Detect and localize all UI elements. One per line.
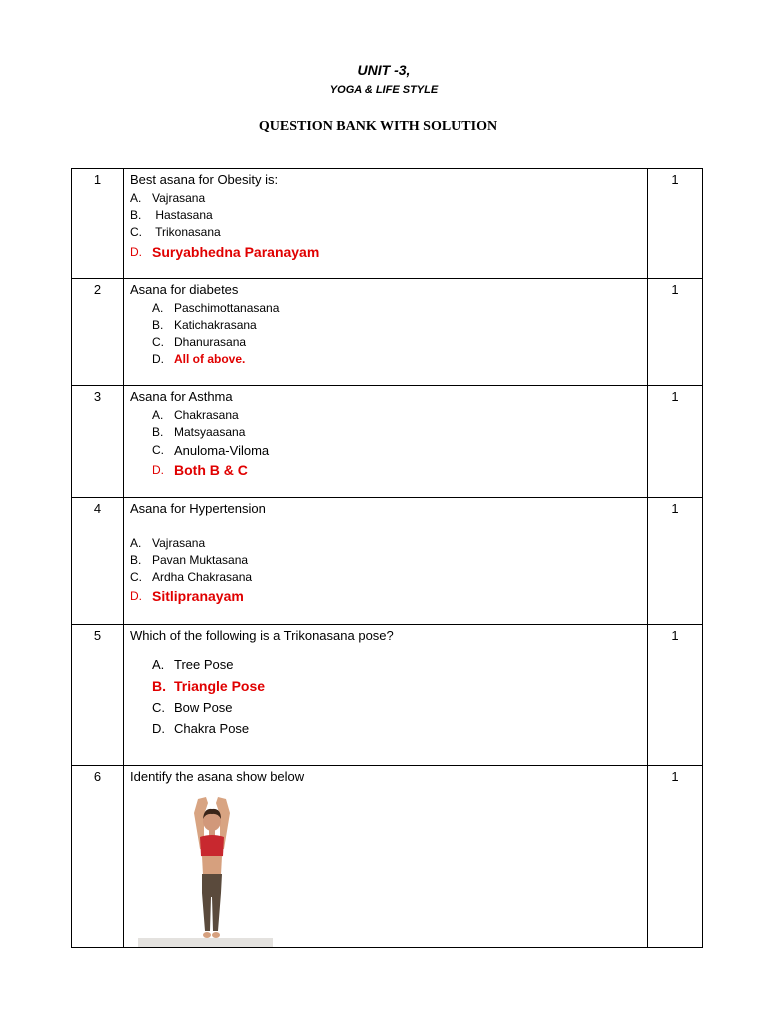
marks-cell: 1 xyxy=(648,386,703,498)
option-b: B. Katichakrasana xyxy=(152,318,257,332)
marks-cell: 1 xyxy=(648,498,703,625)
option-a: A. Vajrasana xyxy=(130,191,206,205)
question-number: 6 xyxy=(72,766,124,948)
question-row xyxy=(72,169,703,279)
option-d-answer: D. Sitlipranayam xyxy=(130,588,244,604)
options-list xyxy=(130,654,647,739)
question-text: Identify the asana show below xyxy=(130,769,305,784)
option-a: A. Tree Pose xyxy=(152,657,234,672)
option-c: C. Trikonasana xyxy=(130,225,221,239)
question-cell xyxy=(124,169,648,279)
subject-title: YOGA & LIFE STYLE xyxy=(329,84,439,96)
option-b: B. Hastasana xyxy=(130,208,213,222)
question-row xyxy=(72,386,703,498)
options-list xyxy=(130,300,647,368)
question-cell xyxy=(124,386,648,498)
option-d-answer: D. Both B & C xyxy=(152,462,248,478)
question-number: 3 xyxy=(72,386,124,498)
question-row xyxy=(72,766,703,948)
question-row xyxy=(72,625,703,766)
option-d-answer: D. All of above. xyxy=(152,352,246,366)
option-c: C. Bow Pose xyxy=(152,700,233,715)
question-cell xyxy=(124,498,648,625)
unit-title: UNIT -3, xyxy=(357,62,411,78)
option-a: A. Vajrasana xyxy=(130,536,206,550)
options-list xyxy=(130,407,647,480)
question-cell xyxy=(124,766,648,948)
option-d-answer: D. Suryabhedna Paranayam xyxy=(130,244,320,260)
question-text: Asana for Asthma xyxy=(130,389,233,404)
marks-cell: 1 xyxy=(648,169,703,279)
option-c: C. Ardha Chakrasana xyxy=(130,570,253,584)
question-text: Which of the following is a Trikonasana pose? xyxy=(130,628,394,643)
option-a: A. Paschimottanasana xyxy=(152,301,280,315)
options-list xyxy=(130,535,647,606)
question-number: 5 xyxy=(72,625,124,766)
asana-pose-image xyxy=(138,793,288,947)
question-table xyxy=(71,168,703,948)
question-text: Best asana for Obesity is: xyxy=(130,172,279,187)
question-number: 2 xyxy=(72,279,124,386)
question-number: 1 xyxy=(72,169,124,279)
question-row xyxy=(72,279,703,386)
question-number: 4 xyxy=(72,498,124,625)
marks-cell: 1 xyxy=(648,279,703,386)
option-b-answer: B. Triangle Pose xyxy=(152,678,266,694)
options-list xyxy=(130,190,647,262)
option-c: C. Dhanurasana xyxy=(152,335,247,349)
option-a: A. Chakrasana xyxy=(152,408,239,422)
option-b: B. Pavan Muktasana xyxy=(130,553,249,567)
question-text: Asana for Hypertension xyxy=(130,501,266,516)
question-bank-heading: QUESTION BANK WITH SOLUTION xyxy=(258,119,498,134)
standing-pose-figure xyxy=(138,793,288,947)
marks-cell: 1 xyxy=(648,625,703,766)
marks-cell: 1 xyxy=(648,766,703,948)
question-cell xyxy=(124,279,648,386)
question-row xyxy=(72,498,703,625)
question-cell xyxy=(124,625,648,766)
option-c: C. Anuloma-Viloma xyxy=(152,443,270,458)
question-text: Asana for diabetes xyxy=(130,282,239,297)
option-b: B. Matsyaasana xyxy=(152,425,246,439)
option-d: D. Chakra Pose xyxy=(152,721,250,736)
